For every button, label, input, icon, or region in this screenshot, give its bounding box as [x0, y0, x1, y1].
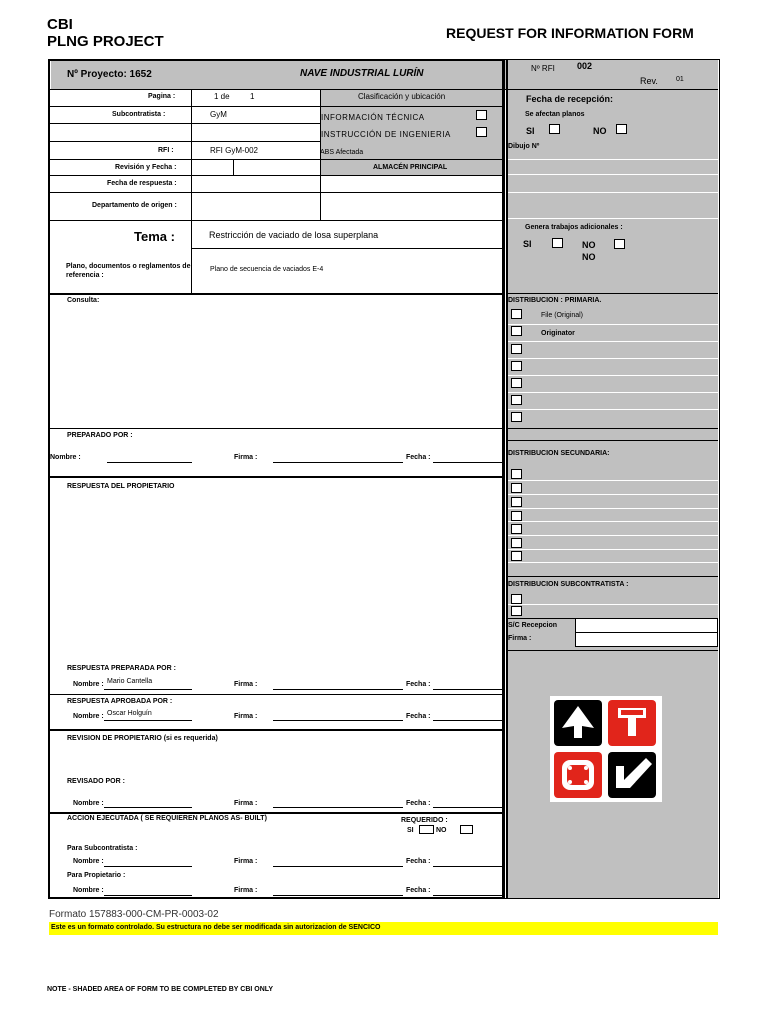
logo-graphic [550, 696, 662, 802]
genera-label: Genera trabajos adicionales : [525, 224, 623, 231]
rfi-number-value: 002 [577, 61, 593, 71]
respuesta-nombre2-label: Nombre : [73, 713, 104, 720]
revision-propietario-label: REVISION DE PROPIETARIO (si es requerida) [67, 735, 218, 742]
para-prop-label: Para Propietario : [67, 872, 126, 879]
plano-label: Plano, documentos o reglamentos de referencia : [66, 263, 191, 279]
respuesta-fecha-label: Fecha : [406, 681, 431, 688]
subcontratista-label: Subcontratista : [112, 111, 166, 118]
accion-fecha2-label: Fecha : [406, 887, 431, 894]
respuesta-nombre-label: Nombre : [73, 681, 104, 688]
info-tecnica-checkbox[interactable] [476, 110, 487, 120]
rev-value: 01 [676, 76, 684, 83]
genera-no-label-2: NO [582, 252, 596, 262]
requerido-si-checkbox[interactable] [419, 825, 434, 834]
genera-si-checkbox[interactable] [552, 238, 563, 248]
preparado-label: PREPARADO POR : [67, 432, 133, 439]
dist-sec-checkbox-3[interactable] [511, 497, 522, 507]
tema-value: Restricción de vaciado de losa superplana [209, 230, 379, 240]
dist-sec-checkbox-4[interactable] [511, 511, 522, 521]
planos-no-checkbox[interactable] [616, 124, 627, 134]
respuesta-preparada-label: RESPUESTA PREPARADA POR : [67, 665, 176, 672]
dist-subcontratista-label: DISTRIBUCION SUBCONTRATISTA : [508, 581, 629, 588]
dist-originator-label: Originator [541, 330, 575, 337]
respuesta-nombre-value: Mario Cantella [107, 678, 153, 685]
instruccion-label: INSTRUCCIÓN DE INGENIERIA [321, 130, 451, 139]
respuesta-firma2-label: Firma : [234, 713, 258, 720]
se-afectan-label: Se afectan planos [525, 111, 585, 118]
revision-fecha-label: Fecha : [406, 800, 431, 807]
revisado-label: REVISADO POR : [67, 778, 125, 785]
consulta-nombre-label: Nombre : [50, 454, 81, 461]
fecha-respuesta-label: Fecha de respuesta : [107, 180, 177, 187]
formato-code: Formato 157883-000-CM-PR-0003-02 [49, 909, 219, 920]
plano-value: Plano de secuencia de vaciados E-4 [210, 266, 324, 273]
dist-sub-checkbox-2[interactable] [511, 606, 522, 616]
dist-file-label: File (Original) [541, 312, 584, 319]
respuesta-fecha2-label: Fecha : [406, 713, 431, 720]
sc-recepcion-label: S/C Recepcion [508, 622, 558, 629]
clasificacion-label: Clasificación y ubicación [358, 92, 446, 101]
accion-label: ACCION EJECUTADA ( SE REQUIEREN PLANOS AS- BUILT) [67, 815, 267, 822]
dist-checkbox-3[interactable] [511, 344, 522, 354]
dist-primaria-label: DISTRIBUCION : PRIMARIA. [508, 297, 602, 304]
accion-nombre2-label: Nombre : [73, 887, 104, 894]
dist-sec-checkbox-6[interactable] [511, 538, 522, 548]
dist-sec-checkbox-1[interactable] [511, 469, 522, 479]
sc-recepcion-field[interactable] [575, 618, 718, 633]
para-sub-label: Para Subcontratista : [67, 845, 138, 852]
respuesta-firma-label: Firma : [234, 681, 258, 688]
accion-fecha-label: Fecha : [406, 858, 431, 865]
accion-nombre-label: Nombre : [73, 858, 104, 865]
almacen-label: ALMACÉN PRINCIPAL [373, 164, 448, 171]
tema-label: Tema : [134, 229, 175, 244]
dist-secundaria-label: DISTRIBUCION SECUNDARIA: [508, 450, 610, 457]
respuesta-label: RESPUESTA DEL PROPIETARIO [67, 483, 175, 490]
info-tecnica-label: INFORMACIÓN TÉCNICA [321, 113, 425, 122]
instruccion-checkbox[interactable] [476, 127, 487, 137]
dist-checkbox-7[interactable] [511, 412, 522, 422]
consulta-label: Consulta: [67, 297, 100, 304]
requerido-no-checkbox[interactable] [460, 825, 473, 834]
departamento-label: Departamento de origen : [92, 202, 177, 209]
revision-label: Revisión y Fecha : [115, 164, 177, 171]
sc-firma-field[interactable] [575, 632, 718, 647]
company-name: CBI [47, 16, 73, 33]
rev-label: Rev. [640, 76, 658, 86]
planos-no-label: NO [593, 126, 607, 136]
shaded-note: NOTE - SHADED AREA OF FORM TO BE COMPLETED BY CBI ONLY [47, 986, 274, 993]
company-logo [550, 696, 662, 802]
dist-checkbox-4[interactable] [511, 361, 522, 371]
rfi-number-label: Nº RFI [531, 64, 555, 73]
requerido-si-label: SI [407, 827, 414, 834]
genera-no-checkbox[interactable] [614, 239, 625, 249]
dist-checkbox-6[interactable] [511, 395, 522, 405]
revision-firma-label: Firma : [234, 800, 258, 807]
dist-sec-checkbox-5[interactable] [511, 524, 522, 534]
pagina-label: Pagina : [148, 93, 176, 100]
fecha-recepcion-label: Fecha de recepción: [526, 94, 614, 104]
requerido-label: REQUERIDO : [401, 817, 448, 824]
accion-firma2-label: Firma : [234, 887, 258, 894]
requerido-no-label: NO [436, 827, 447, 834]
planos-si-label: SI [526, 126, 535, 136]
dist-checkbox-5[interactable] [511, 378, 522, 388]
rfi-value: RFI GyM-002 [210, 146, 259, 155]
consulta-fecha-label: Fecha : [406, 454, 431, 461]
abs-label: ABS Afectada [320, 149, 364, 156]
dist-originator-checkbox[interactable] [511, 326, 522, 336]
project-title: NAVE INDUSTRIAL LURÍN [300, 68, 424, 79]
pagina-value: 1 de [214, 92, 230, 101]
dibujo-label: Dibujo Nº [508, 143, 540, 150]
genera-si-label: SI [523, 239, 532, 249]
dist-sub-checkbox-1[interactable] [511, 594, 522, 604]
accion-firma-label: Firma : [234, 858, 258, 865]
dist-sec-checkbox-7[interactable] [511, 551, 522, 561]
respuesta-nombre2-value: Oscar Holguín [107, 710, 152, 717]
project-name-header: PLNG PROJECT [47, 33, 164, 50]
controlled-note: Este es un formato controlado. Su estructura no debe ser modificada sin autorizacion de SENCICO [51, 924, 381, 931]
respuesta-aprobada-label: RESPUESTA APROBADA POR : [67, 698, 173, 705]
consulta-firma-label: Firma : [234, 454, 258, 461]
rfi-label: RFI : [158, 147, 174, 154]
revision-nombre-label: Nombre : [73, 800, 104, 807]
planos-si-checkbox[interactable] [549, 124, 560, 134]
form-title: REQUEST FOR INFORMATION FORM [446, 25, 694, 41]
sc-firma-label: Firma : [508, 635, 532, 642]
project-number: Nº Proyecto: 1652 [67, 69, 152, 80]
subcontratista-value: GyM [210, 110, 227, 119]
dist-sec-checkbox-2[interactable] [511, 483, 522, 493]
genera-no-label: NO [582, 240, 596, 250]
pagina-total: 1 [250, 92, 255, 101]
controlled-note-bar [49, 922, 718, 935]
dist-file-checkbox[interactable] [511, 309, 522, 319]
